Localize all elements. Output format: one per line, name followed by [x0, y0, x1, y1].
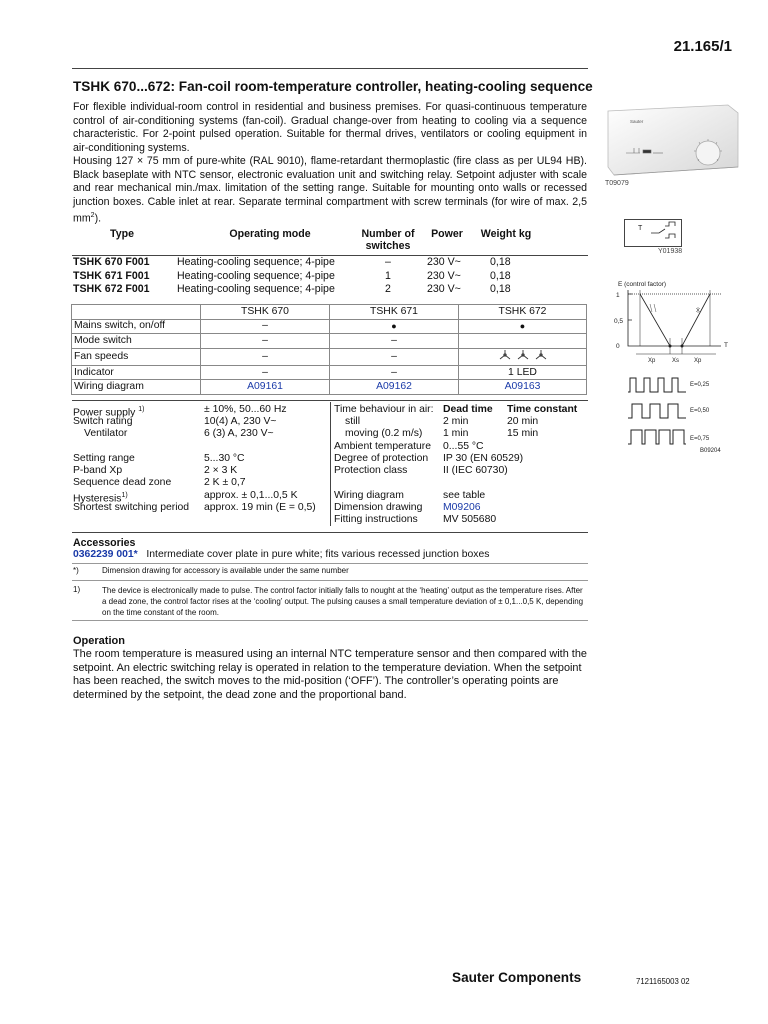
moving-time-constant: 15 min [507, 428, 539, 440]
spec-label: Switch rating [73, 416, 133, 428]
spec-label: P-band Xp [73, 465, 123, 477]
footnote-star-mark: *) [73, 566, 79, 575]
dead-time-header: Dead time [443, 404, 493, 415]
fan-speed-1-icon [500, 350, 510, 359]
specs-block [73, 404, 589, 528]
svg-text:1: 1 [616, 292, 620, 299]
grid-row [72, 319, 587, 334]
intro-sup: 2 [90, 212, 95, 219]
spec-value: MV 505680 [443, 514, 497, 525]
svg-text:Xp: Xp [694, 358, 702, 364]
spec-label: Degree of protection [334, 453, 429, 464]
fan-speed-2-icon [518, 350, 528, 359]
grid-row [72, 348, 587, 365]
svg-text:T: T [724, 342, 728, 349]
accessories-title: Accessories [73, 537, 136, 549]
spec-label: Ambient temperature [334, 440, 432, 452]
footer-doc-number: 7121165003 02 [636, 977, 690, 986]
svg-text:E=0,75: E=0,75 [690, 436, 710, 442]
spec-label: Shortest switching period [73, 501, 190, 513]
still-dead-time: 2 min [443, 416, 469, 428]
grid-cell: – [330, 348, 459, 365]
still-time-constant: 20 min [507, 416, 539, 428]
intro-paragraph-2b: ). [94, 212, 102, 225]
spec-label: Wiring diagram [334, 489, 404, 501]
grid-row [72, 380, 587, 395]
top-rule [72, 68, 588, 69]
row-switches: 1 [385, 269, 391, 282]
footnote-one [73, 585, 589, 619]
operation-title: Operation [73, 635, 125, 647]
row-switches: – [385, 256, 391, 268]
footnote-rule [72, 620, 588, 621]
grid-row [72, 365, 587, 380]
header-power: Power [431, 228, 463, 240]
svg-text:Sauter: Sauter [630, 119, 644, 124]
footnote-rule [72, 580, 588, 581]
type-table [72, 228, 588, 297]
type-table-header [72, 228, 588, 255]
spec-label: Sequence dead zone [73, 477, 172, 489]
grid-row-label: Wiring diagram [72, 380, 201, 395]
spec-value: 10(4) A, 230 V~ [204, 416, 277, 428]
grid-header-row [72, 305, 587, 320]
header-type: Type [110, 228, 134, 240]
footnote-one-text: The device is electronically made to pulse. The control factor initially falls to nought at the ‘heating’ output as the temperature rises. After a dead zone, the control factor rises at the ‘cooling’ output. The pulsing causes a small temperature deviation of ± 0,1...0,5 K, depending on the time constant of the room. [102, 586, 584, 617]
spec-value: II (IEC 60730) [443, 465, 508, 477]
spec-rule [72, 400, 588, 401]
spec-label: Ventilator [84, 428, 128, 440]
pulse-diagrams [620, 372, 730, 459]
row-mode: Heating-cooling sequence; 4-pipe [177, 283, 335, 295]
grid-row-label: Mode switch [72, 334, 201, 349]
spec-value: 0...55 °C [443, 440, 484, 452]
spec-value: 5...30 °C [204, 453, 245, 464]
svg-text:Xp: Xp [648, 358, 656, 364]
page-title: TSHK 670...672: Fan-coil room-temperature controller, heating-cooling sequence [73, 79, 593, 94]
accessories-rule [72, 532, 588, 533]
spec-value: 2 K ± 0,7 [204, 477, 246, 489]
feature-grid [71, 304, 587, 395]
spec-label: Setting range [73, 453, 135, 464]
photo-label: T09079 [605, 180, 629, 187]
footnote-star-text: Dimension drawing for accessory is available under the same number [102, 566, 349, 575]
row-weight: 0,18 [490, 269, 511, 282]
pulse-trains [620, 372, 730, 454]
header-weight: Weight kg [480, 228, 532, 240]
spec-label: Dimension drawing [334, 501, 423, 513]
header-switches: Number of switches [361, 228, 415, 252]
still-label: still [345, 416, 361, 428]
grid-cell: ● [330, 319, 459, 334]
spec-value: see table [443, 489, 486, 501]
grid-row-label: Fan speeds [72, 348, 201, 365]
grid-row [72, 334, 587, 349]
grid-corner [72, 305, 201, 320]
row-type: TSHK 671 F001 [73, 269, 150, 282]
spec-label: Power supply $^{1)}$ [73, 406, 145, 419]
intro-paragraph-1: For flexible individual-room control in residential and business premises. For quasi-continuous temperature control of air-conditioning systems (fan-coil). Gradual change-over from heating to cooling via a sequence characteristic. For 2-point pulsed operation. Suitable for thermal drives, ventilators or cooling equipment in air-conditioning systems. [73, 101, 587, 154]
symbol-label: Y01938 [658, 248, 683, 255]
svg-text:0: 0 [616, 343, 620, 350]
row-weight: 0,18 [490, 256, 511, 268]
switch-symbol-icon [625, 220, 681, 246]
fan-speed-cell [459, 348, 587, 365]
time-constant-header: Time constant [507, 404, 578, 415]
grid-cell: – [201, 334, 330, 349]
table-row [72, 283, 588, 297]
spec-value: 2 × 3 K [204, 465, 238, 477]
spec-label: Hysteresis$^{1)}$ [73, 491, 128, 505]
grid-row-label: Indicator [72, 365, 201, 380]
grid-cell: ● [459, 319, 587, 334]
wiring-diagram-link[interactable]: A09163 [459, 380, 587, 395]
grid-col-header: TSHK 671 [330, 305, 459, 320]
accessory-code[interactable]: 0362239 001* [73, 549, 138, 560]
row-power: 230 V~ [427, 256, 461, 268]
spec-value: IP 30 (EN 60529) [443, 453, 524, 464]
operation-text: The room temperature is measured using an internal NTC temperature sensor and then compared with the setpoint. An electric switching relay is operated in relation to the temperature deviation. When the setpoint has been reached, the switch moves to the mid-position (‘OFF’). The controller’s operating points are determined by the setpoint, the dead zone and the proportional band. [73, 648, 587, 701]
spec-value: approx. ± 0,1...0,5 K [204, 489, 298, 501]
grid-col-header: TSHK 672 [459, 305, 587, 320]
moving-label: moving (0.2 m/s) [345, 428, 423, 440]
svg-text:T: T [638, 225, 643, 232]
svg-text:Xs: Xs [672, 358, 680, 364]
table-row [72, 270, 588, 284]
accessory-item [73, 549, 489, 560]
controller-image [606, 101, 741, 179]
svg-text:0,5: 0,5 [614, 318, 624, 325]
table-row [72, 256, 588, 270]
spec-value: ± 10%, 50...60 Hz [204, 404, 287, 415]
row-mode: Heating-cooling sequence; 4-pipe [177, 256, 335, 268]
footnote-star [73, 566, 349, 575]
grid-cell [459, 334, 587, 349]
intro-paragraph-2 [73, 155, 587, 226]
grid-cell: – [201, 348, 330, 365]
control-factor-diagram [606, 274, 736, 375]
moving-dead-time: 1 min [443, 428, 469, 440]
row-power: 230 V~ [427, 283, 461, 295]
spec-label: Protection class [334, 465, 408, 477]
grid-cell: – [201, 319, 330, 334]
wiring-diagram-link[interactable]: A09161 [201, 380, 330, 395]
wiring-diagram-link[interactable]: A09162 [330, 380, 459, 395]
footnote-rule [72, 563, 588, 564]
spec-value: 6 (3) A, 230 V~ [204, 428, 274, 440]
spec-value: approx. 19 min (E = 0,5) [204, 501, 316, 513]
svg-text:E (control factor): E (control factor) [618, 281, 667, 288]
page-number: 21.165/1 [673, 38, 732, 55]
dimension-drawing-link[interactable]: M09206 [443, 501, 481, 513]
intro-text [73, 101, 587, 226]
row-weight: 0,18 [490, 283, 511, 295]
spec-label: Fitting instructions [334, 514, 418, 525]
footnote-one-mark: 1) [73, 585, 81, 594]
time-behaviour-label: Time behaviour in air: [334, 404, 434, 415]
accessory-description: Intermediate cover plate in pure white; fits various recessed junction boxes [146, 549, 490, 560]
intro-paragraph-2a: Housing 127 × 75 mm of pure-white (RAL 9010), flame-retardant thermoplastic (fire class as per UL94 HB). Black baseplate with NTC sensor, electronic evaluation unit and switching relay. Setpoint adjuster with scale and rear mechanical min./max. limitation of the setting range. Suitable for mounting onto walls or recessed junction boxes. Cable inlet at rear. Separate terminal compartment with screw terminals (for wire of max. 2,5 mm [73, 155, 587, 225]
svg-text:E=0,50: E=0,50 [690, 408, 710, 414]
switch-symbol [624, 219, 682, 247]
row-power: 230 V~ [427, 269, 461, 282]
row-switches: 2 [385, 283, 391, 295]
grid-row-label: Mains switch, on/off [72, 319, 201, 334]
row-mode: Heating-cooling sequence; 4-pipe [177, 269, 335, 282]
footer-brand: Sauter Components [452, 970, 582, 985]
grid-cell: – [330, 365, 459, 380]
grid-col-header: TSHK 670 [201, 305, 330, 320]
control-factor-chart [606, 274, 736, 370]
fan-speed-icons [496, 349, 550, 361]
row-type: TSHK 672 F001 [73, 283, 150, 295]
svg-text:B09204: B09204 [700, 448, 721, 454]
grid-cell: – [201, 365, 330, 380]
svg-text:E=0,25: E=0,25 [690, 382, 710, 388]
header-mode: Operating mode [229, 228, 311, 240]
grid-cell: 1 LED [459, 365, 587, 380]
grid-cell: – [330, 334, 459, 349]
row-type: TSHK 670 F001 [73, 256, 150, 268]
fan-speed-3-icon [536, 350, 546, 359]
product-photo [606, 101, 741, 179]
